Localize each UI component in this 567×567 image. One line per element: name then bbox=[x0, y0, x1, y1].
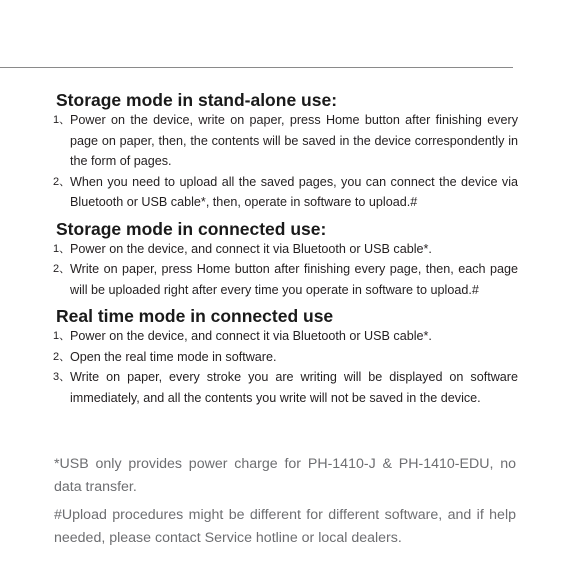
step-number: 1、 bbox=[53, 242, 71, 255]
step-text: Power on the device, write on paper, press Home button after finishing every page on paper, then, the contents will be saved in the device correspondently in the form of pages. bbox=[70, 113, 518, 168]
step-number: 1、 bbox=[53, 330, 71, 342]
step-text: Power on the device, and connect it via Bluetooth or USB cable*. bbox=[70, 241, 432, 256]
step-item bbox=[53, 259, 518, 300]
step-item bbox=[53, 367, 518, 408]
section-title: Storage mode in stand-alone use: bbox=[56, 90, 338, 110]
section-storage-standalone bbox=[53, 89, 518, 213]
footnotes bbox=[54, 453, 516, 549]
step-number: 1、 bbox=[53, 114, 71, 126]
step-text: Write on paper, every stroke you are writing will be displayed on software immediately, and all the contents you write will not be saved in the device. bbox=[70, 370, 518, 405]
footnote-upload: #Upload procedures might be different for different software, and if help needed, please contact Service hotline or local dealers. bbox=[54, 507, 516, 546]
step-text: When you need to upload all the saved pages, you can connect the device via Bluetooth or USB cable*, then, operate in software to upload.# bbox=[70, 174, 518, 209]
step-item bbox=[53, 326, 518, 347]
steps-list bbox=[53, 239, 518, 301]
step-number: 3、 bbox=[53, 371, 71, 383]
footnote-usb: *USB only provides power charge for PH-1410-J & PH-1410-EDU, no data transfer. bbox=[54, 456, 516, 495]
steps-list bbox=[53, 110, 518, 213]
step-text: Write on paper, press Home button after finishing every page, then, each page will be uploaded right after every time you operate in software to upload.# bbox=[70, 262, 518, 297]
step-number: 2、 bbox=[53, 263, 71, 275]
section-title: Real time mode in connected use bbox=[56, 306, 334, 326]
step-number: 2、 bbox=[53, 175, 71, 188]
step-text: Power on the device, and connect it via Bluetooth or USB cable*. bbox=[70, 329, 432, 343]
step-item bbox=[53, 172, 518, 213]
step-item bbox=[53, 110, 518, 172]
step-item bbox=[53, 347, 518, 368]
top-divider bbox=[0, 67, 513, 68]
step-item bbox=[53, 239, 518, 260]
section-storage-connected bbox=[53, 218, 518, 301]
instructions-content bbox=[53, 89, 518, 408]
step-text: Open the real time mode in software. bbox=[70, 349, 277, 364]
steps-list bbox=[53, 326, 518, 408]
section-real-time bbox=[53, 305, 518, 408]
section-title: Storage mode in connected use: bbox=[56, 218, 327, 239]
step-number: 2、 bbox=[53, 350, 71, 363]
